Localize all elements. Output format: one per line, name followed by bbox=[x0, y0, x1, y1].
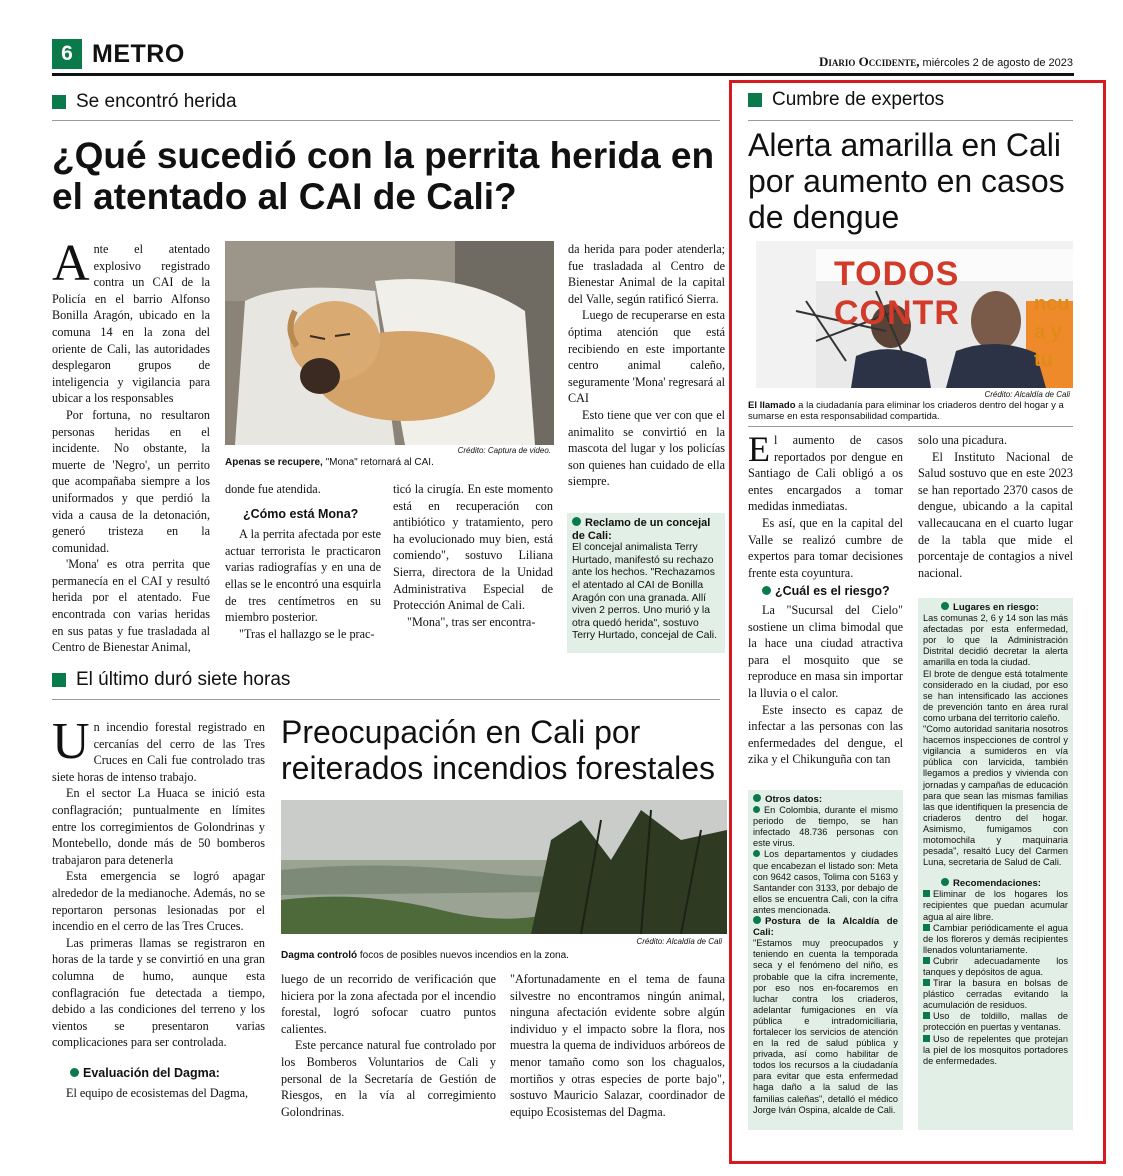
photo-caption bbox=[225, 457, 555, 468]
subhead: ¿Cuál es el riesgo? bbox=[762, 583, 903, 600]
box-item: Uso de repelentes que protejan la piel de los mosquitos portadores de enfermedades. bbox=[923, 1033, 1068, 1066]
box-title: Recomendaciones: bbox=[923, 878, 1068, 889]
section-title: METRO bbox=[92, 40, 185, 68]
photo-credit: Crédito: Alcaldía de Cali bbox=[636, 937, 722, 946]
paragraph: El Instituto Nacional de Salud sostuvo que en este 2023 se han reportado 2370 casos de dengue, ubicando a la capital vallecaucana en el cuarto lugar de la tabla que mide el porcentaje de contagios a nivel nacional. bbox=[918, 449, 1073, 580]
sign-text: a y bbox=[1034, 321, 1062, 343]
story3-col1 bbox=[748, 429, 903, 768]
story1-col2 bbox=[225, 481, 381, 642]
square-bullet-icon bbox=[923, 979, 930, 986]
bullet-icon bbox=[753, 916, 761, 924]
story1-col4 bbox=[568, 241, 725, 490]
dengue-photo bbox=[756, 241, 1073, 388]
paragraph: Por fortuna, no resultaron personas heridas en el incidente. No obstante, la muerte de 'Negro', un perrito que acompañaba siempre a los uniformados y que perdió la vida a causa de la detonación, generó tristeza en la comunidad. bbox=[52, 407, 210, 555]
bullet-icon bbox=[941, 602, 949, 610]
dateline bbox=[819, 54, 1073, 70]
box-item: En Colombia, durante el mismo periodo de tiempo, se han infectado 48.736 personas con este virus. bbox=[753, 805, 898, 849]
paragraph: En el sector La Huaca se inició esta conflagración; puntualmente en límites entre los corregimientos de Golondrinas y Montebello, donde más de 50 bomberos trabajaron para detenerla bbox=[52, 786, 265, 867]
drop-cap: U bbox=[52, 713, 90, 770]
story3-col2 bbox=[918, 432, 1073, 581]
story3-headline[interactable]: Alerta amarilla en Cali por aumento en casos de dengue bbox=[748, 127, 1065, 235]
photo-caption bbox=[281, 950, 727, 961]
box-text: El concejal animalista Terry Hurtado, manifestó su rechazo ante los hechos. "Rechazamos el atentado al CAI de Bonilla Aragón con una granada. Allí viven 2 perros. Uno murió y la otra quedó herida", sostuvo Terry Hurtado, concejal de Cali. bbox=[572, 542, 717, 642]
caption-text: focos de posibles nuevos incendios en la zona. bbox=[357, 950, 569, 961]
story2-kicker-text: El último duró siete horas bbox=[76, 669, 291, 690]
box-title: Reclamo de un concejal de Cali: bbox=[572, 517, 711, 542]
drop-cap: E bbox=[748, 429, 770, 469]
square-bullet-icon bbox=[923, 1035, 930, 1042]
box-item: Los departamentos y ciudades que encabezan el listado son: Meta con 9642 casos, Tolima con 5163 y Santander con 3133, por debajo de ellos se encuentra Cali, con la cifra antes mencionada. bbox=[753, 849, 898, 915]
box-title: Otros datos: bbox=[753, 794, 898, 805]
bullet-icon bbox=[572, 517, 581, 526]
box-item: Eliminar de los hogares los recipientes que puedan acumular agua al aire libre. bbox=[923, 889, 1068, 922]
divider bbox=[52, 699, 720, 700]
paragraph: solo una picadura. bbox=[918, 433, 1008, 447]
box-text: "Estamos muy preocupados y teniendo en cuenta la temporada seca y el fenómeno del niño, es probable que la cifra incremente, por eso nos en-focaremos en luchar contra los criaderos, adelantar fumigaciones en vía pública e intradomiciliaria, fortalecer los servicios de atención en la red de salud pública y privada, así como habilitar de todos los recursos a la ciudadanía para evitar que esta enfermedad haga daño a la salud de las familias caleñas", detalló el médico Jorge Iván Ospina, alcalde de Cali. bbox=[753, 938, 898, 1115]
paragraph: Es así, que en la capital del Valle se realizó cumbre de expertos para tomar decisiones frente esta coyuntura. bbox=[748, 515, 903, 580]
paragraph: Las primeras llamas se registraron en horas de la tarde y se convirtió en una gran columna de humo, aunque esta conflagración fue detectada a tiempo, debido a las condiciones del terreno y los vientos se presentaron varias complicaciones para ser controlada. bbox=[52, 935, 265, 1050]
paragraph: Esto tiene que ver con que el animalito se convirtió en la mascota del lugar y los policías son quienes han cuidado de ella siempre. bbox=[568, 407, 725, 489]
dog-photo bbox=[225, 241, 554, 445]
caption-text: "Mona" retornará al CAI. bbox=[322, 457, 434, 468]
box-item: Cubrir adecuadamente los tanques y depósitos de agua. bbox=[923, 955, 1068, 977]
paragraph: luego de un recorrido de verificación que hiciera por la zona afectada por el incendio forestal, logró sofocar cuatro puntos calientes. bbox=[281, 972, 496, 1036]
story1-kicker bbox=[52, 91, 237, 113]
paragraph: ticó la cirugía. En este momento está en recuperación con antibiótico y tratamiento, pero ha evolucionado muy bien, está comiendo", sostuvo Liliana Sierra, directora de la Unidad Administrativa Especial de Protección Animal de Cali. bbox=[393, 482, 553, 613]
story3-kicker bbox=[748, 89, 944, 111]
kicker-square-icon bbox=[748, 93, 762, 107]
box-item: Tirar la basura en bolsas de plástico cerradas evitando la acumulación de residuos. bbox=[923, 978, 1068, 1011]
story1-col1 bbox=[52, 235, 210, 656]
divider bbox=[52, 120, 720, 121]
bullet-icon bbox=[753, 806, 760, 813]
story2-col1 bbox=[52, 713, 265, 1102]
caption-bold: Apenas se recupere, bbox=[225, 457, 323, 468]
paragraph: A la perrita afectada por este actuar terrorista le practicaron varias radiografías y en una de ellas se le encontró una esquirla de tres centímetros en su miembro posterior. bbox=[225, 527, 381, 625]
caption-bold: El llamado bbox=[748, 400, 796, 411]
paragraph: El equipo de ecosistemas del Dagma, bbox=[66, 1086, 249, 1101]
story2-col2 bbox=[281, 971, 496, 1120]
paragraph: Luego de recuperarse en esta óptima atención que está recibiendo en este importante centro animal caleño, seguramente 'Mona' regresará al CAI bbox=[568, 308, 725, 406]
paragraph: Esta emergencia se logró apagar alrededor de la medianoche. Además, no se reportaron personas lesionadas por el incendio en el cerro de las Tres Cruces. bbox=[52, 869, 265, 934]
story2-headline[interactable]: Preocupación en Cali por reiterados incendios forestales bbox=[281, 714, 716, 786]
paragraph: "Afortunadamente en el tema de fauna silvestre no encontramos ningún animal, ninguna afectación evidente sobre algún individuo y el impacto sobre la flora, nos muestra la quema de individuos arbóreos de menor tamaño como son los chagualos, mortiños y otras especies de porte bajo", sostuvo Mauricio Salazar, coordinador de equipo Ecosistemas del Dagma. bbox=[510, 972, 725, 1119]
paragraph: da herida para poder atenderla; fue trasladada al Centro de Bienestar Animal de la capital del Valle, según ratificó Sierra. bbox=[568, 242, 725, 306]
drop-cap: A bbox=[52, 235, 90, 292]
concejal-box bbox=[567, 513, 725, 653]
divider bbox=[748, 120, 1073, 121]
box-item: Uso de toldillo, mallas de protección en puertas y ventanas. bbox=[923, 1011, 1068, 1033]
story2-col3 bbox=[510, 971, 725, 1120]
story1-kicker-text: Se encontró herida bbox=[76, 91, 237, 112]
otros-datos-box bbox=[748, 790, 903, 1130]
box-title: Postura de la Alcaldía de Cali: bbox=[753, 916, 898, 939]
bullet-icon bbox=[762, 586, 771, 595]
paragraph: "Mona", tras ser encontra- bbox=[407, 614, 536, 629]
box-text: El brote de dengue está totalmente considerado en la ciudad, por eso se han intensificado las acciones de prevención tanto en área rural como urbana del territorio caleño. bbox=[923, 668, 1068, 723]
forest-photo bbox=[281, 800, 727, 934]
photo-credit: Crédito: Captura de video. bbox=[457, 446, 551, 455]
lugares-box bbox=[918, 598, 1073, 1130]
paragraph: 'Mona' es otra perrita que permanecía en el CAI y resultó herida por el atentado. Fue encontrada con varias heridas en sus patas y fue trasladada al Centro de Bienestar Animal, bbox=[52, 557, 210, 655]
story1-headline[interactable]: ¿Qué sucedió con la perrita herida en el atentado al CAI de Cali? bbox=[52, 135, 715, 218]
page-number: 6 bbox=[52, 39, 82, 69]
story3-kicker-text: Cumbre de expertos bbox=[772, 89, 945, 110]
story2-kicker bbox=[52, 669, 290, 691]
bullet-icon bbox=[753, 850, 760, 857]
sign-text: TODOS CONTR bbox=[834, 255, 960, 332]
box-item: Cambiar periódicamente el agua de los floreros y demás recipientes llenados voluntariamente. bbox=[923, 922, 1068, 955]
paper-name: Diario Occidente, bbox=[818, 54, 920, 69]
kicker-square-icon bbox=[52, 95, 66, 109]
paragraph: La "Sucursal del Cielo" sostiene un clima bimodal que la hace una ciudad atractiva para el mosquito que se reproduce en masa sin importar la lluvia o el calor. bbox=[748, 602, 903, 700]
box-text: "Como autoridad sanitaria nosotros hacemos inspecciones de control y vigilancia a sumideros en vía pública con larvicida, también llegamos a predios y vivienda con jornadas y campañas de educación para que sean las mismas familias las que identifiquen la presencia de criaderos dentro del hogar. Asimismo, fumigamos con motomochila y maquinaria pesada", resaltó Lucy del Carmen Luna, secretaria de Salud de Cali. bbox=[923, 724, 1068, 868]
paragraph: "Tras el hallazgo se le prac- bbox=[239, 626, 375, 641]
paragraph: nte el atentado explosivo registrado contra un CAI de la Policía en el barrio Alfonso Bonilla Aragón, ubicado en la comuna 14 en la zona del oriente de Cali, las autoridades desplegaron grupos de inteligencia y vigilancia para ubicar a los responsables bbox=[52, 242, 210, 406]
square-bullet-icon bbox=[923, 1012, 930, 1019]
paragraph: donde fue atendida. bbox=[225, 482, 321, 496]
masthead-rule bbox=[52, 73, 1074, 76]
caption-bold: Dagma controló bbox=[281, 950, 358, 961]
bullet-icon bbox=[70, 1068, 79, 1077]
paragraph: Este percance natural fue controlado por los Bomberos Voluntarios de Cali y personal de la Secretaría de Gestión de Riesgos, en la vía al corregimiento Golondrinas. bbox=[281, 1038, 496, 1119]
subhead: ¿Cómo está Mona? bbox=[243, 506, 359, 521]
square-bullet-icon bbox=[923, 890, 930, 897]
paragraph: n incendio forestal registrado en cercanías del cerro de las Tres Cruces en Cali fue controlado tras siete horas de intenso trabajo. bbox=[52, 720, 265, 784]
date: miércoles 2 de agosto de 2023 bbox=[919, 57, 1073, 69]
story1-col3 bbox=[393, 481, 553, 630]
box-text: Las comunas 2, 6 y 14 son las más afectadas por esta enfermedad, por lo que la Administración Distrital decidió decretar la alerta amarilla en toda la ciudad. bbox=[923, 613, 1068, 668]
bullet-icon bbox=[753, 794, 761, 802]
photo-credit: Crédito: Alcaldía de Cali bbox=[984, 390, 1070, 399]
sign-text: tu bbox=[1034, 349, 1053, 371]
paragraph: Este insecto es capaz de infectar a las personas con las enfermedades del dengue, el zika y el Chikunguña con tan bbox=[748, 702, 903, 767]
square-bullet-icon bbox=[923, 924, 930, 931]
kicker-square-icon bbox=[52, 673, 66, 687]
subhead: Evaluación del Dagma: bbox=[70, 1065, 265, 1082]
box-title: Lugares en riesgo: bbox=[923, 602, 1068, 613]
caption-text: a la ciudadanía para eliminar los criaderos dentro del hogar y a sumarse en esta responsabilidad compartida. bbox=[748, 400, 1064, 422]
photo-caption bbox=[748, 400, 1073, 422]
paragraph: l aumento de casos reportados por dengue en Santiago de Cali obligó a os entes encargados a tomar medidas inmediatas. bbox=[748, 433, 903, 514]
sign-text: ncu bbox=[1034, 293, 1070, 315]
bullet-icon bbox=[941, 878, 949, 886]
divider bbox=[748, 426, 1073, 427]
square-bullet-icon bbox=[923, 957, 930, 964]
